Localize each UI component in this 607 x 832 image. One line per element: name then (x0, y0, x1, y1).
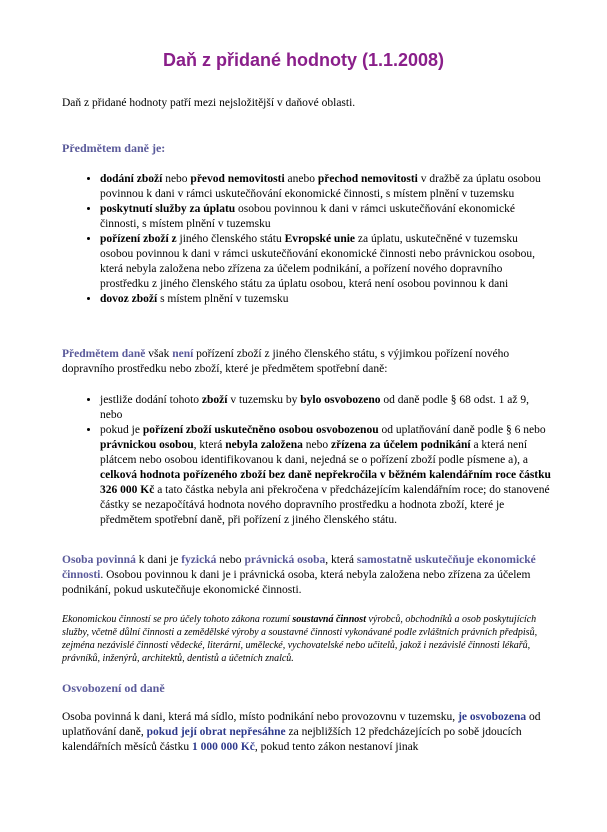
list-item: • dodání zboží nebo převod nemovitosti anebo přechod nemovitosti v dražbě za úplatu osobou povinnou k dani v rámci uskutečňování ekonomické činnosti, s místem plnění v tuzemsku (100, 172, 552, 202)
exclusion-list-block (62, 393, 552, 528)
exemption-paragraph: Osoba povinná k dani, která má sídlo, místo podnikání nebo provozovnu v tuzemsku, je osvobozena od uplatňování daně, pokud její obrat nepřesáhne za nejbližších 12 předcházejících po sobě jdoucích kalendářních měsíců částku 1 000 000 Kč, pokud tento zákon nestanoví jinak (62, 711, 541, 753)
intro-paragraph: Daň z přidané hodnoty patří mezi nejsložitější v daňové oblasti. (62, 97, 356, 109)
list-item: • pořízení zboží z jiného členského státu Evropské unie za úplatu, uskutečněné v tuzemsku osobou povinnou k dani v rámci uskutečňování ekonomické činnosti nebo právnickou osobou, která nebyla založena nebo zřízena za účelem podnikání, a pořízení nového dopravního prostředku z jiného členského státu za úplatu osobou, která není osobou povinnou k dani (100, 232, 552, 292)
taxable-person-paragraph: Osoba povinná k dani je fyzická nebo právnická osoba, která samostatně uskutečňuje ekonomické činnosti. Osobou povinnou k dani je i právnická osoba, která nebyla založena nebo zřízena za účelem podnikání, pokud uskutečňuje ekonomické činnosti. (62, 554, 536, 596)
list-item: • dovoz zboží s místem plnění v tuzemsku (100, 292, 552, 307)
list-item: • pokud je pořízení zboží uskutečněno osobou osvobozenou od uplatňování daně podle § 6 nebo právnickou osobou, která nebyla založena nebo zřízena za účelem podnikání a která není plátcem nebo osobou identifikovanou k dani, nejedná se o pořízení zboží podle písmene a), a celková hodnota pořízeného zboží bez daně nepřekročila v běžném kalendářním roce částku 326 000 Kč a tato částka nebyla ani překročena v předcházejícím kalendářním roce; do stanovené částky se nezapočítává hodnota nového dopravního prostředku a hodnota zboží, které je předmětem spotřební daně, při pořízení z jiného členského státu. (100, 423, 552, 528)
subject-list (62, 172, 552, 307)
document-title: Daň z přidané hodnoty (1.1.2008) (162, 50, 445, 70)
exclusion-list (62, 393, 552, 528)
exclusion-paragraph: Předmětem daně však není pořízení zboží z jiného členského státu, s výjimkou pořízení nového dopravního prostředku nebo zboží, které je předmětem spotřební daně: (62, 348, 510, 375)
subject-list-block (62, 172, 552, 307)
economic-activity-note: Ekonomickou činností se pro účely tohoto zákona rozumí soustavná činnost výrobců, obchodníků a osob poskytujících služby, včetně důlní činnosti a zemědělské výroby a soustavné činnosti vykonávané podle zvláštních právních předpisů, zejména nezávislé činnosti vědecké, literární, umělecké, vychovatelské nebo učitelů, jakož i nezávislé činnosti lékařů, právníků, inženýrů, architektů, dentistů a účetních znalců. (62, 614, 538, 664)
list-item: • jestliže dodání tohoto zboží v tuzemsku by bylo osvobozeno od daně podle § 68 odst. 1 až 9, nebo (100, 393, 552, 423)
section-heading-subject: Předmětem daně je: (62, 141, 166, 155)
section-heading-exemption: Osvobození od daně (62, 681, 165, 695)
list-item: • poskytnutí služby za úplatu osobou povinnou k dani v rámci uskutečňování ekonomické činnosti, s místem plnění v tuzemsku (100, 202, 552, 232)
